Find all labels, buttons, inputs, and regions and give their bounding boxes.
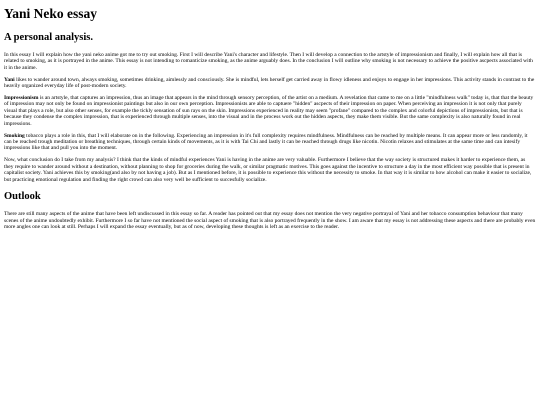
yani-lead: Yani (4, 76, 15, 83)
analysis-paragraph: Now, what conclusion do I take from my analysis? I think that the kinds of mindful experiences Yani is having in the anime are very valuable. Furthermore I believe that the way society is structured makes it harder to experience them, as they require to wander around without a destination, without planning to shop for groceries during the walk, or similar pragmatic motives. This goes against the incentive to structure a day in the most efficient way possible that is present in capitalist society. Yani achieves this by smoking(and also by not having a job). But as I mentioned before, it is possible to experience this without the necessity to smoke. In that way it is similar to how alcohol can make it easier to socialize, but practicing emotional regulation and finding the right crowd can also very well be sufficient to succesfully socialize. (4, 157, 532, 183)
intro-paragraph: In this essay I will explain how the yani neko anime got me to try out smoking. First I will describe Yani's character and lifestyle. Then I will develop a connection to the artstyle of impressionism and finally, I will explain how all that is related to smoking, as it is portrayed in the anime. This essay is not intending to romanticize smoking, as the anime arguably does. In the conclusion I will outline why smoking is not necessary to achieve the positive ascpects associated with it in the anime. (4, 52, 533, 71)
outlook-heading: Outlook (4, 191, 41, 203)
yani-text: likes to wander around town, always smoking, sometimes drinking, aimlessly and consciously. She is mindful, lets herself get carried away in flowy idleness and enjoys to engage in her impressions. This activity stands in contrast to the heavily organized everyday life of post-modern society. (4, 76, 535, 90)
outlook-paragraph: There are still many aspects of the anime that have been left undiscussed in this essay so far. A reader has pointed out that my essay does not mention the very negative portrayal of Yani and her tobacco consumption behaviour that many scenes of the anime undoubtedly exhibit. Furthermore I so far have not mentioned the social aspect of smoking that is also portrayed frequently in the show. I am aware that my essay is not addressing these aspects and there are probably even more angles one can look at still. Perhaps I will expand the essay eventually, but as of now, developing these thoughts is left as an exercise to the reader. (4, 211, 536, 231)
page-title: Yani Neko essay (4, 6, 98, 21)
impressionism-lead: Impressionism (4, 95, 39, 102)
yani-paragraph (4, 77, 536, 90)
smoking-paragraph (4, 133, 536, 152)
page-subtitle: A personal analysis. (4, 32, 93, 43)
impressionism-text: is an artstyle, that captures an impression, thus an image that appears in the mind through sensory perception, of the artist on a medium. A revelation that came to me on a little "mindfulness walk" today is, that that the beauty of impression may not only be found on impressionist paintings but also in our own perception. Impressionists are able to captuere "hidden" ascpects of their impression on paper. When perceiving an impression it is not only that purely visual that plays a role, but also other senses, for example the tickly sensation of sun rays on the skin. Impressions experienced in reality may seem "profane" compared to the complex and colorful depictions of impressionists, but that is because they condense the complex impression, that is experienced through multiple senses, into the visual and in the process work out the hidden aspects, they make them visible. But the same complexity is also naturally found in real impressions. (4, 95, 534, 127)
smoking-lead: Smoking (4, 132, 25, 139)
smoking-text: tobacco plays a role in this, that I will elaborate on in the following. Experiencing an impression in it's full complexity requires mindfulness. Mindfulness can be reached by multiple means. It can appear more or less randomly, it can be reached trough meditation or breathing techniques, through certain kinds of movements, as it is with Tai Chi and lastly it can be reached through drugs like nicotin. Nicotin relaxes and stimulates at the same time and can intesify impressions like that and pull you into the moment. (4, 132, 528, 152)
impressionism-paragraph (4, 95, 536, 127)
